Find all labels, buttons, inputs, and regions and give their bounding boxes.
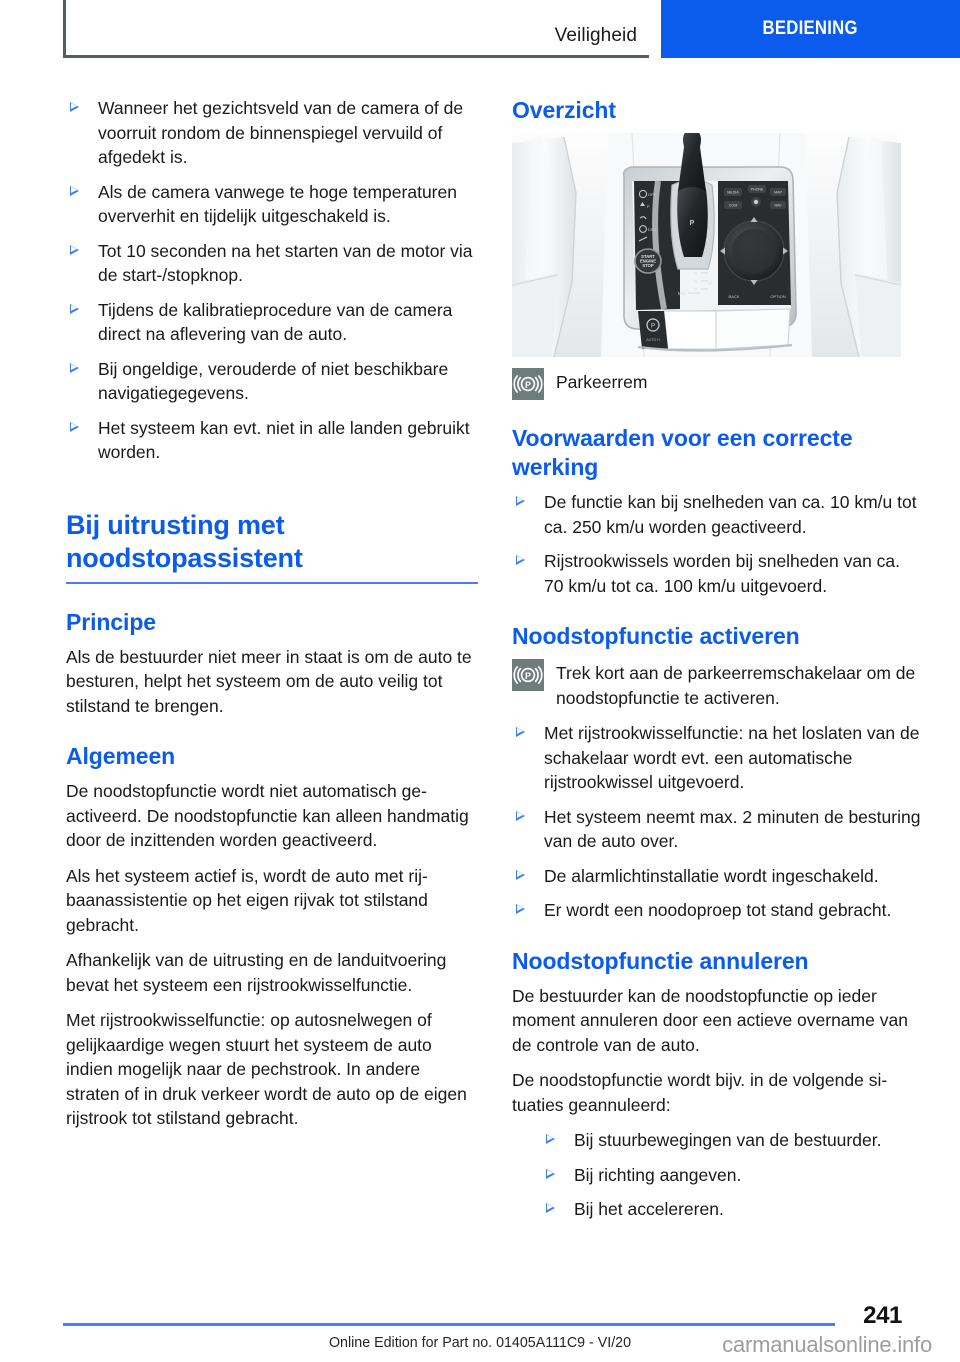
list-item-text: Wanneer het gezichtsveld van de camera of de voorruit rondom de binnenspiegel vervuild of afgedekt is. [98, 98, 464, 167]
figure-caption-row [512, 368, 924, 400]
paragraph: De bestuurder kan de noodstopfunctie op ieder moment annuleren door een actieve overname van de controle van de auto. [512, 985, 908, 1055]
list-item [512, 864, 924, 889]
activeren-bullet-list [512, 721, 924, 923]
spacer [512, 400, 924, 424]
list-item-text: De functie kan bij snelheden van ca. 10 km/u tot ca. 250 km/u worden geactiveerd. [544, 492, 917, 537]
spacer [512, 976, 924, 984]
svg-text:N: N [694, 279, 698, 284]
triangle-bullet-icon [70, 363, 79, 373]
list-item [66, 298, 478, 347]
svg-text:ENGINE: ENGINE [639, 258, 657, 264]
parking-brake-icon [512, 659, 544, 691]
list-item-text: Tijdens de kalibratieprocedure van de camera direct na aflevering van de auto. [98, 299, 453, 344]
list-item-text: Bij ongeldige, verouderde of niet beschikbare navigatiegegevens. [98, 358, 449, 403]
svg-text:OPTION: OPTION [770, 294, 786, 299]
section-title-annuleren: Noodstopfunctie annuleren [512, 947, 809, 974]
spacer [66, 853, 478, 864]
svg-text:OFF: OFF [648, 192, 656, 197]
list-item [512, 490, 924, 539]
svg-text:START: START [641, 254, 655, 259]
svg-text:MEDIA: MEDIA [727, 190, 739, 195]
parking-brake-icon [512, 368, 544, 400]
section-title-voorwaarden: Voorwaarden voor een correcte werking [512, 425, 853, 480]
svg-text:STOP: STOP [642, 263, 654, 268]
list-item [512, 549, 924, 598]
list-item [66, 416, 478, 465]
footer-divider [63, 1323, 835, 1326]
list-item-text: Het systeem kan evt. niet in alle landen gebruikt worden. [98, 417, 470, 462]
list-item-text: Het systeem neemt max. 2 minuten de besturing van de auto over. [544, 806, 921, 851]
list-item-text: Bij richting aangeven. [574, 1164, 742, 1185]
svg-text:DSC: DSC [648, 227, 657, 232]
annuleren-bullet-list [512, 1128, 924, 1222]
list-item [512, 1163, 924, 1188]
list-item [512, 1197, 924, 1222]
header-chapter-label: BEDIENING [762, 18, 859, 39]
section-title-overzicht: Overzicht [512, 97, 616, 123]
page-footer [0, 1296, 960, 1362]
svg-text:D: D [694, 287, 698, 292]
paragraph: De noodstopfunctie wordt niet automatisch geactiveerd. De noodstopfunctie kan alleen handmatig door de inzittenden worden geactiveerd. [66, 781, 469, 850]
triangle-bullet-icon [70, 245, 79, 255]
activeren-symbol-instruction [512, 659, 924, 710]
list-item [512, 721, 924, 795]
paragraph: Als het systeem actief is, wordt de auto met rijbaanassistentie op het eigen rijvak tot stilstand gebracht. [66, 865, 428, 935]
paragraph: Als de bestuurder niet meer in staat is om de auto te besturen, helpt het systeem om de auto veilig tot stilstand te brengen. [66, 646, 472, 716]
header-section-label: Veiligheid [554, 25, 637, 46]
spacer [66, 997, 478, 1008]
section-title-activeren: Noodstopfunctie activeren [512, 623, 800, 649]
svg-text:P: P [650, 323, 656, 330]
header-chapter-tab [661, 0, 960, 58]
spacer [66, 465, 478, 509]
list-item-text: Bij stuurbewegingen van de bestuurder. [574, 1130, 882, 1150]
page-number: 241 [863, 1302, 902, 1329]
center-console-figure [512, 133, 901, 357]
list-item [512, 898, 924, 923]
chapter-title: Bij uitrusting met noodstopassistent [66, 509, 478, 584]
list-item [66, 96, 478, 170]
svg-text:AUTO H: AUTO H [646, 338, 660, 342]
list-item-text: Tot 10 seconden na het starten van de motor via de start-/stopknop. [98, 240, 473, 285]
page-header [0, 0, 960, 62]
section-title-algemeen: Algemeen [66, 743, 176, 769]
right-column [512, 96, 924, 1222]
paragraph: Met rijstrookwisselfunctie: op autosnelwegen of gelijkaardige wegen stuurt het systeem de auto indien mogelijk naar de pechstrook. In andere straten of in druk verkeer wordt de auto op de eigen rijstrook tot stilstand gebracht. [66, 1010, 467, 1128]
spacer [66, 584, 478, 608]
spacer [66, 771, 478, 779]
spacer [66, 637, 478, 645]
triangle-bullet-icon [70, 186, 79, 196]
svg-text:BACK: BACK [728, 294, 740, 299]
triangle-bullet-icon [546, 1169, 555, 1179]
triangle-bullet-icon [546, 1134, 555, 1144]
header-section-tab [63, 0, 649, 58]
section-title-principe: Principe [66, 608, 156, 635]
triangle-bullet-icon [70, 304, 79, 314]
triangle-bullet-icon [516, 811, 525, 821]
spacer [512, 710, 924, 721]
list-item [66, 239, 478, 288]
svg-text:M: M [708, 281, 712, 286]
triangle-bullet-icon [70, 102, 79, 112]
list-item [66, 357, 478, 406]
triangle-bullet-icon [516, 727, 525, 737]
list-item-text: Rijstrookwissels worden bij snelheden van ca. 70 km/u tot ca. 100 km/u uitgevoerd. [544, 551, 901, 596]
list-item-text: Als de camera vanwege te hoge temperaturen oververhit en tijdelijk uitgeschakeld is. [98, 181, 457, 226]
svg-text:P: P [689, 220, 695, 227]
svg-text:PHONE: PHONE [750, 187, 764, 192]
spacer [512, 598, 924, 622]
paragraph: De noodstopfunctie wordt bijv. in de volgende situaties geannuleerd: [512, 1070, 888, 1115]
watermark-text: carmanualsonline.info [722, 1332, 932, 1357]
list-item-text: Er wordt een noodoproep tot stand gebracht. [544, 900, 892, 920]
spacer [512, 125, 924, 133]
intro-bullet-list [66, 96, 478, 465]
spacer [512, 482, 924, 490]
left-column [66, 96, 478, 1131]
triangle-bullet-icon [516, 496, 525, 506]
svg-text:P: P [524, 671, 532, 682]
paragraph: Afhankelijk van de uitrusting en de landuitvoering bevat het systeem een rijstrookwisselfunctie. [66, 950, 447, 995]
triangle-bullet-icon [516, 870, 525, 880]
spacer [66, 937, 478, 948]
svg-text:MAP: MAP [774, 190, 782, 195]
spacer [512, 1117, 924, 1128]
svg-text:P: P [647, 204, 650, 209]
svg-text:COM: COM [728, 203, 738, 208]
triangle-bullet-icon [516, 555, 525, 565]
list-item [512, 805, 924, 854]
svg-text:NAV: NAV [774, 203, 782, 208]
spacer [512, 1057, 924, 1068]
figure-caption-text: Parkeerrem [556, 372, 648, 392]
list-item-text: Met rijstrookwisselfunctie: na het loslaten van de schakelaar wordt evt. een automatische rijstrookwissel uitgevoerd. [544, 723, 920, 792]
svg-text:P: P [524, 380, 532, 391]
list-item-text: Bij het accelereren. [574, 1199, 724, 1219]
edition-text: Online Edition for Part no. 01405A111C9 - VI/20 [328, 1334, 632, 1351]
svg-text:M/S: M/S [678, 291, 687, 296]
list-item [512, 1128, 924, 1153]
spacer [512, 651, 924, 659]
list-item [66, 180, 478, 229]
triangle-bullet-icon [546, 1203, 555, 1213]
spacer [512, 923, 924, 947]
voorwaarden-bullet-list [512, 490, 924, 598]
triangle-bullet-icon [516, 904, 525, 914]
svg-text:R: R [694, 271, 698, 276]
spacer [66, 718, 478, 742]
list-item-text: De alarmlichtinstallatie wordt ingeschakeld. [544, 865, 879, 886]
symbol-instruction-text: Trek kort aan de parkeerremschakelaar om de noodstopfunctie te activeren. [556, 663, 916, 708]
triangle-bullet-icon [70, 422, 79, 432]
